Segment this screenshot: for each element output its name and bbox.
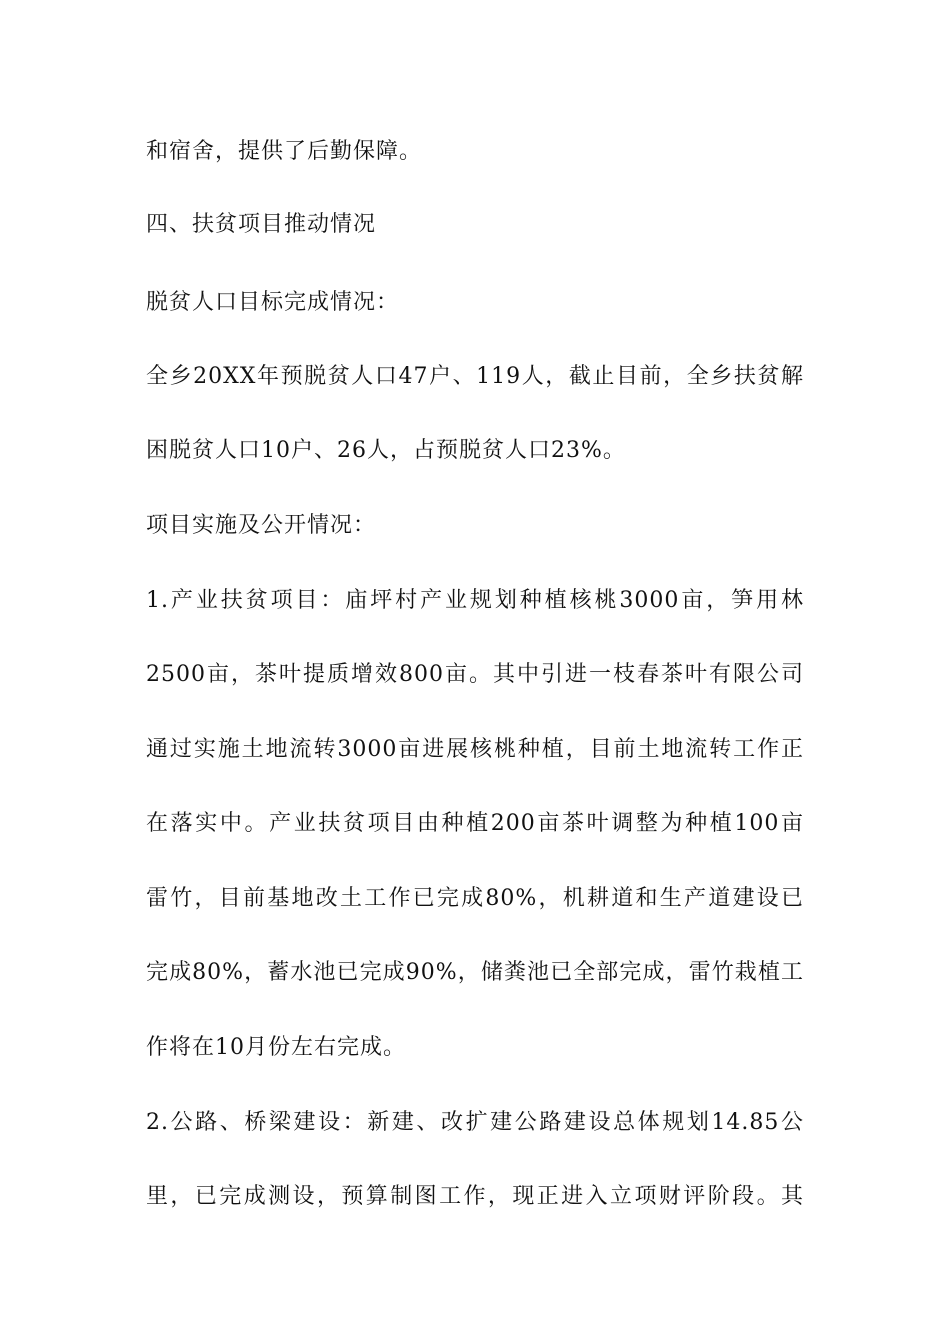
text-line: 和宿舍，提供了后勤保障。 [146, 139, 423, 164]
text-line: 在落实中。产业扶贫项目由种植200亩茶叶调整为种植100亩 [146, 811, 804, 836]
text-line: 全乡20XX年预脱贫人口47户、119人，截止目前，全乡扶贫解 [146, 364, 804, 389]
text-line: 2500亩，茶叶提质增效800亩。其中引进一枝春茶叶有限公司 [146, 662, 804, 687]
text-line: 2.公路、桥梁建设：新建、改扩建公路建设总体规划14.85公 [146, 1110, 804, 1135]
text-line: 雷竹，目前基地改土工作已完成80%，机耕道和生产道建设已 [146, 886, 804, 911]
section-heading: 四、扶贫项目推动情况 [146, 212, 377, 237]
text-line: 完成80%，蓄水池已完成90%，储粪池已全部完成，雷竹栽植工 [146, 960, 804, 985]
text-line: 通过实施土地流转3000亩进展核桃种植，目前土地流转工作正 [146, 737, 804, 762]
text-line: 作将在10月份左右完成。 [146, 1035, 406, 1060]
text-line: 困脱贫人口10户、26人，占预脱贫人口23%。 [146, 438, 626, 463]
text-line: 里，已完成测设，预算制图工作，现正进入立项财评阶段。其 [146, 1184, 804, 1209]
text-line: 1.产业扶贫项目：庙坪村产业规划种植核桃3000亩，笋用林 [146, 588, 804, 613]
subheading: 项目实施及公开情况： [146, 513, 377, 538]
subheading: 脱贫人口目标完成情况： [146, 290, 400, 315]
